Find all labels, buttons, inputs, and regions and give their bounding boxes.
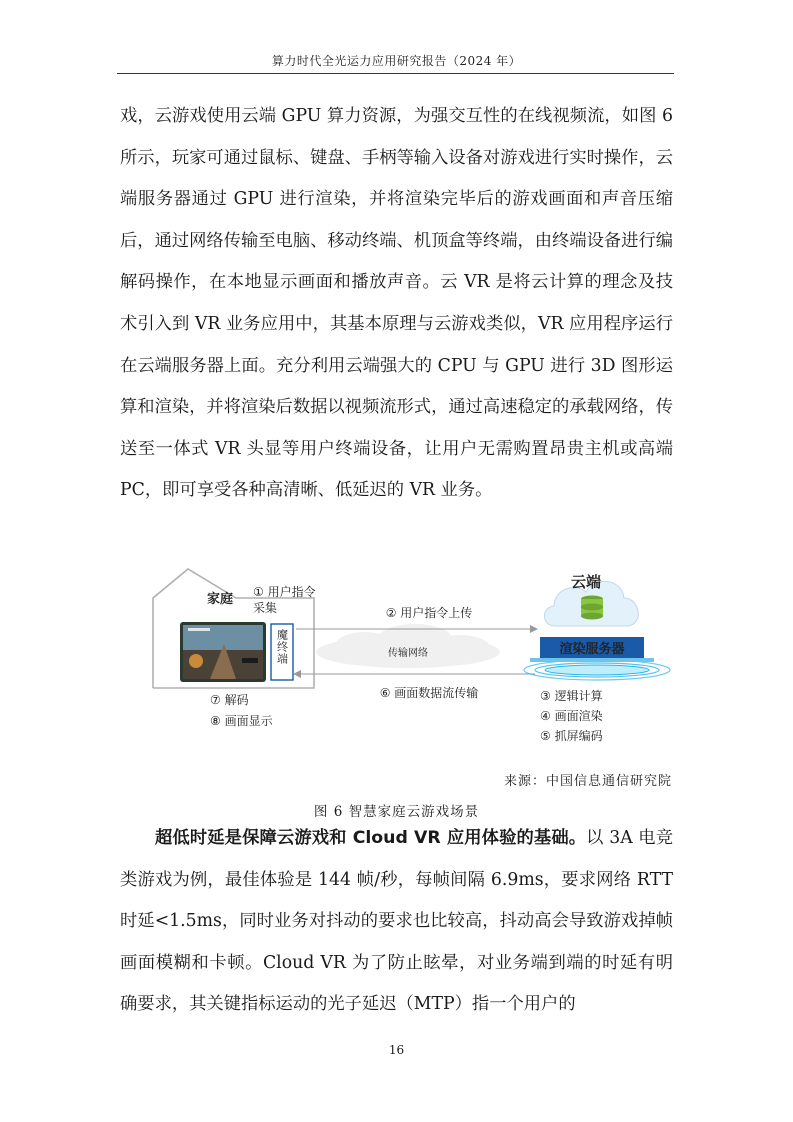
paragraph2-body: 以 3A 电竞类游戏为例，最佳体验是 144 帧/秒，每帧间隔 6.9ms，要求网络 RTT 时延<1.5ms，同时业务对抖动的要求也比较高，抖动高会导致游戏掉帧画面模糊和卡顿。Cloud VR 为了防止眩晕，对业务端到端的时延有明确要求，其关键指标运动的光子延迟（MTP）指一个用户的 <box>120 828 673 1015</box>
step8-label: ⑧ 画面显示 <box>210 714 273 728</box>
cloud-server-icon <box>524 581 670 680</box>
step3-label: ③ 逻辑计算 <box>540 689 603 703</box>
network-label: 传输网络 <box>388 648 428 659</box>
figure-source: 来源：中国信息通信研究院 <box>503 774 672 789</box>
game-screenshot <box>180 622 266 682</box>
terminal-label: 魔终端 <box>275 629 289 665</box>
paragraph2-lead: 超低时延是保障云游戏和 Cloud VR 应用体验的基础。 <box>155 828 587 848</box>
step1-label: ① 用户指令采集 <box>253 585 316 615</box>
figure-caption: 图 6 智慧家庭云游戏场景 <box>313 804 480 820</box>
page-header-title: 算力时代全光运力应用研究报告（2024 年） <box>271 54 522 68</box>
step7-label: ⑦ 解码 <box>210 693 249 707</box>
smart-home-cloud-gaming-diagram <box>150 566 675 751</box>
cloud-label: 云端 <box>571 573 602 591</box>
database-icon <box>581 596 603 620</box>
step6-label: ⑥ 画面数据流传输 <box>379 686 479 700</box>
step5-label: ⑤ 抓屏编码 <box>540 729 603 743</box>
home-label: 家庭 <box>207 592 234 607</box>
network-cloud <box>316 624 500 668</box>
body-paragraph-2 <box>120 818 673 1026</box>
step2-label: ② 用户指令上传 <box>385 606 473 620</box>
download-arrow-head <box>293 670 301 678</box>
upload-arrow-head <box>530 625 538 633</box>
body-paragraph-1: 戏，云游戏使用云端 GPU 算力资源，为强交互性的在线视频流，如图 6 所示，玩家可通过鼠标、键盘、手柄等输入设备对游戏进行实时操作，云端服务器通过 GPU 进行渲染，并将渲染完毕后的游戏画面和声音压缩后，通过网络传输至电脑、移动终端、机顶盒等终端，由终端设备进行编解码操作，在本地显示画面和播放声音。云 VR 是将云计算的理念及技术引入到 VR 业务应用中，其基本原理与云游戏类似，VR 应用程序运行在云端服务器上面。充分利用云端强大的 CPU 与 GPU 进行 3D 图形运算和渲染，并将渲染后数据以视频流形式，通过高速稳定的承载网络，传送至一体式 VR 头显等用户终端设备，让用户无需购置昂贵主机或高端 PC，即可享受各种高清晰、低延迟的 VR 业务。 <box>120 106 674 501</box>
step4-label: ④ 画面渲染 <box>540 709 603 723</box>
page-number: 16 <box>388 1043 405 1057</box>
render-server-label: 渲染服务器 <box>559 642 625 657</box>
header-rule <box>117 73 674 74</box>
